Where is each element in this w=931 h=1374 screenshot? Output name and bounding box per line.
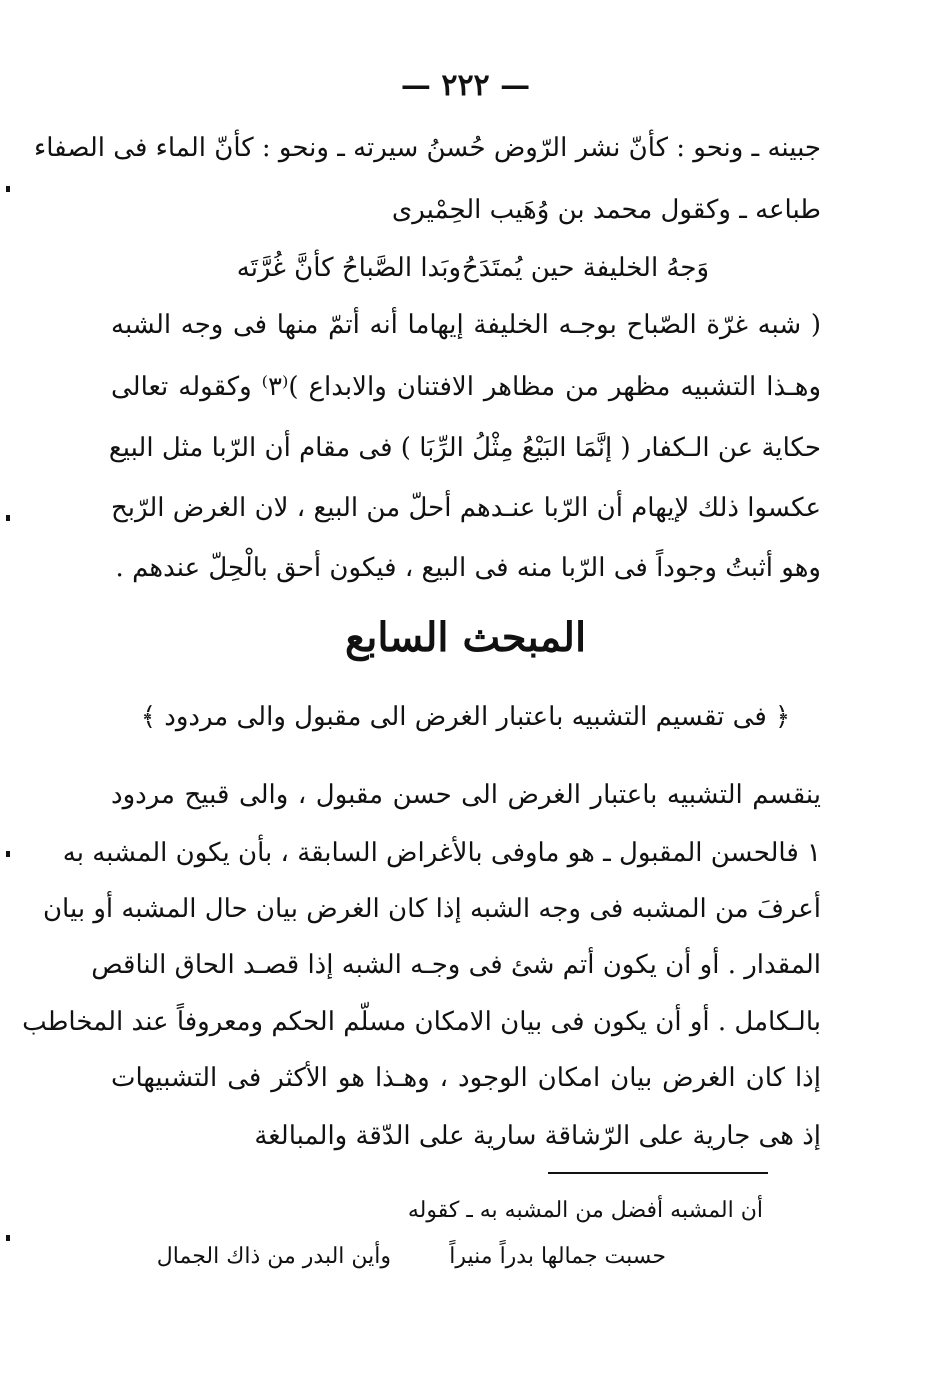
text-line: وهو أثبتُ وجوداً فى الرّبا منه فى البيع ، فيكون أحق بالْحِلّ عندهم . bbox=[115, 553, 821, 583]
text-line: طباعه ـ وكقول محمد بن وُهَيب الحِمْيرى bbox=[391, 195, 821, 225]
scan-mark bbox=[6, 851, 10, 857]
text-line: عكسوا ذلك لإيهام أن الرّبا عنـدهم أحلّ من البيع ، لان الغرض الرّبح bbox=[111, 493, 821, 523]
footnote-separator bbox=[548, 1172, 768, 1174]
section-heading: المبحث السابع bbox=[344, 614, 587, 661]
scan-mark bbox=[6, 186, 10, 192]
verse-first-hemistich: وبَدا الصَّباحُ كأنَّ غُرَّتَه bbox=[236, 253, 461, 283]
scan-mark bbox=[6, 1235, 10, 1241]
text-line: أعرفَ من المشبه فى وجه الشبه إذا كان الغرض بيان حال المشبه أو بيان bbox=[42, 894, 821, 924]
section-subheading: ﴿ فى تقسيم التشبيه باعتبار الغرض الى مقبول والى مردود ﴾ bbox=[140, 702, 791, 732]
text-line: إذا كان الغرض بيان امكان الوجود ، وهـذا هو الأكثر فى التشبيهات bbox=[111, 1063, 821, 1093]
text-line: إذ هى جارية على الرّشاقة سارية على الدّقة والمبالغة bbox=[254, 1121, 821, 1151]
text-line: المقدار . أو أن يكون أتم شئ فى وجـه الشبه إذا قصـد الحاق الناقص bbox=[91, 950, 821, 980]
text-line: بالـكامل . أو أن يكون فى بيان الامكان مسلّم الحكم ومعروفاً عند المخاطب bbox=[22, 1007, 821, 1037]
text-line: وهـذا التشبيه مظهر من مظاهر الافتنان والابداع )⁽٣⁾ وكقوله تعالى bbox=[111, 372, 822, 402]
text-line: جبينه ـ ونحو : كأنّ نشر الرّوض حُسنُ سيرته ـ ونحو : كأنّ الماء فى الصفاء bbox=[34, 133, 821, 163]
text-line: حكاية عن الـكفار ( إنَّمَا البَيْعُ مِثْلُ الرِّبَا ) فى مقام أن الرّبا مثل البيع bbox=[108, 433, 821, 463]
text-line: ١ فالحسن المقبول ـ هو ماوفى بالأغراض السابقة ، بأن يكون المشبه به bbox=[62, 838, 821, 868]
text-line: ( شبه غرّة الصّباح بوجـه الخليفة إيهاما أنه أتمّ منها فى وجه الشبه bbox=[111, 310, 821, 340]
page-number: — ٢٢٢ — bbox=[400, 68, 531, 103]
footnote-verse-second: وأين البدر من ذاك الجمال bbox=[156, 1244, 391, 1269]
verse-second-hemistich: وَجهُ الخليفة حين يُمتَدَحُ bbox=[461, 253, 709, 283]
text-line: ينقسم التشبيه باعتبار الغرض الى حسن مقبول ، والى قبيح مردود bbox=[111, 780, 821, 810]
scan-mark bbox=[6, 515, 10, 521]
footnote-text: أن المشبه أفضل من المشبه به ـ كقوله bbox=[407, 1198, 763, 1223]
footnote-verse-first: حسبت جمالها بدراً منيراً bbox=[449, 1244, 666, 1269]
